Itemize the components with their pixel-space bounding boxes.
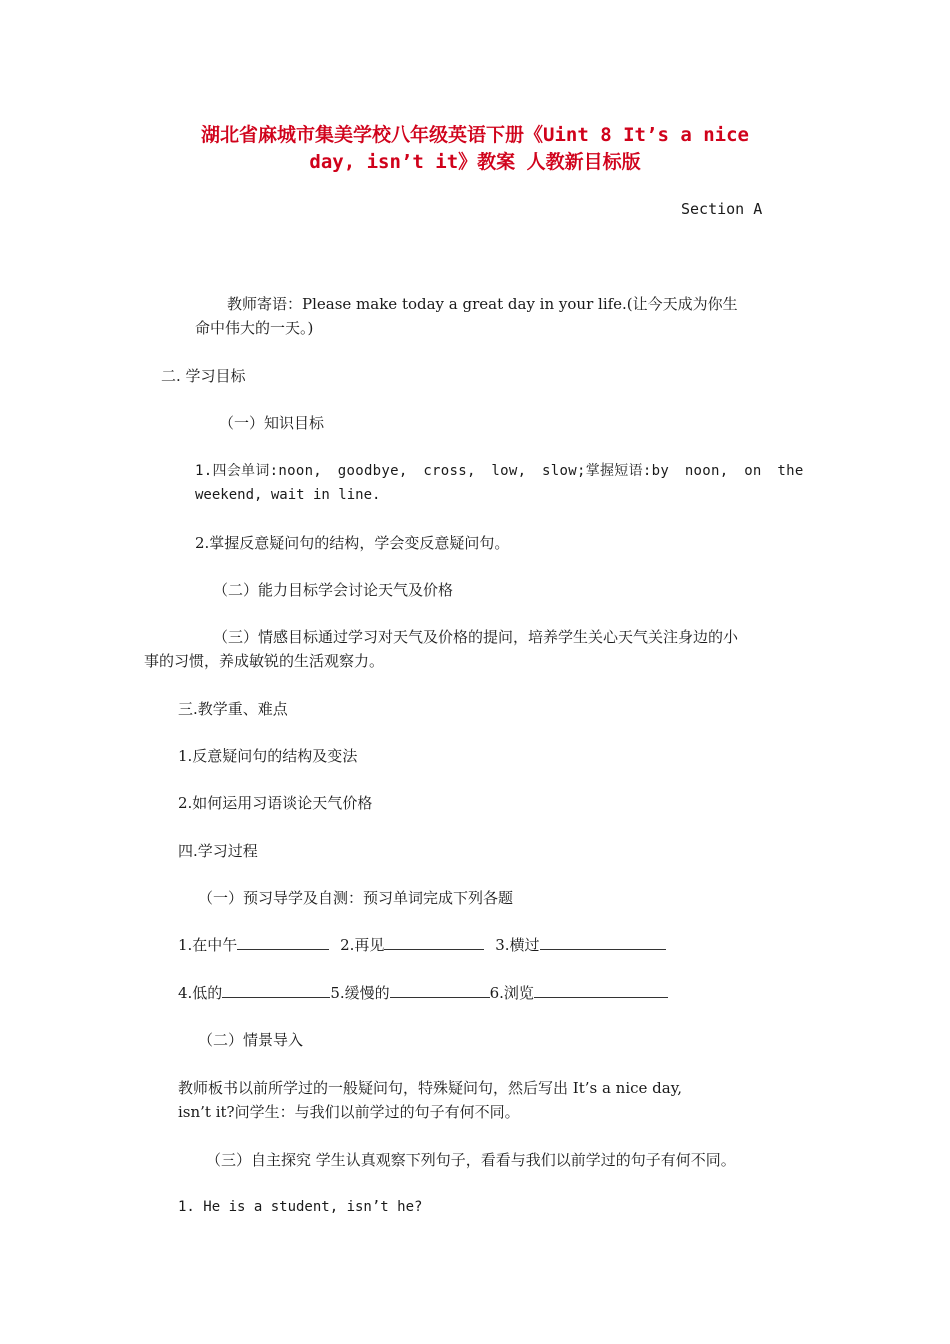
example-sentence-1: 1. He is a student, isn’t he? xyxy=(178,1199,423,1215)
process-heading: 四.学习过程 xyxy=(178,842,258,860)
knowledge-item-2: 2.掌握反意疑问句的结构，学会变反意疑问句。 xyxy=(195,534,510,552)
document-title xyxy=(120,122,830,176)
explore-heading: （三）自主探究 学生认真观察下列句子，看看与我们以前学过的句子有何不同。 xyxy=(206,1151,736,1169)
knowledge-item-1-line-1: 1.四会单词:noon, goodbye, cross, low, slow;掌握短语:by noon, on the xyxy=(195,463,804,479)
question-4: 4.低的 xyxy=(178,984,223,1002)
keypoint-2: 2.如何运用习语谈论天气价格 xyxy=(178,794,373,812)
knowledge-item-1-line-2: weekend, wait in line. xyxy=(195,487,381,503)
scene-heading: （二）情景导入 xyxy=(198,1031,304,1049)
question-6: 6.浏览 xyxy=(489,984,534,1002)
emotion-goal-line-2: 事的习惯，养成敏锐的生活观察力。 xyxy=(144,652,385,670)
preview-heading: （一）预习导学及自测：预习单词完成下列各题 xyxy=(198,889,514,907)
preview-row-2 xyxy=(178,981,668,1005)
goals-heading: 二. 学习目标 xyxy=(161,367,246,385)
keypoint-1: 1.反意疑问句的结构及变法 xyxy=(178,747,358,765)
question-5: 5.缓慢的 xyxy=(330,984,390,1002)
emotion-goal-line-1: （三）情感目标通过学习对天气及价格的提问，培养学生关心天气关注身边的小 xyxy=(213,628,739,646)
question-3: 3.横过 xyxy=(495,936,540,954)
motto-line-2: 命中伟大的一天。) xyxy=(195,319,314,337)
answer-blank-1[interactable] xyxy=(237,934,329,950)
knowledge-heading: （一）知识目标 xyxy=(219,414,325,432)
question-2: 2.再见 xyxy=(340,936,385,954)
section-label: Section A xyxy=(681,200,763,218)
answer-blank-4[interactable] xyxy=(222,982,330,998)
motto-line-1: 教师寄语：Please make today a great day in your life.(让今天成为你生 xyxy=(227,295,738,313)
preview-row-1 xyxy=(178,933,666,957)
scene-line-1: 教师板书以前所学过的一般疑问句，特殊疑问句，然后写出 It’s a nice day, xyxy=(178,1079,682,1097)
scene-line-2: isn’t it?问学生：与我们以前学过的句子有何不同。 xyxy=(178,1103,520,1121)
answer-blank-3[interactable] xyxy=(540,934,666,950)
keypoints-heading: 三.教学重、难点 xyxy=(178,700,288,718)
ability-goal: （二）能力目标学会讨论天气及价格 xyxy=(213,581,454,599)
question-1: 1.在中午 xyxy=(178,936,238,954)
title-line-1: 湖北省麻城市集美学校八年级英语下册《Uint 8 It’s a nice xyxy=(201,124,749,146)
answer-blank-2[interactable] xyxy=(384,934,484,950)
title-line-2: day, isn’t it》教案 人教新目标版 xyxy=(309,151,641,173)
answer-blank-5[interactable] xyxy=(390,982,490,998)
answer-blank-6[interactable] xyxy=(534,982,668,998)
